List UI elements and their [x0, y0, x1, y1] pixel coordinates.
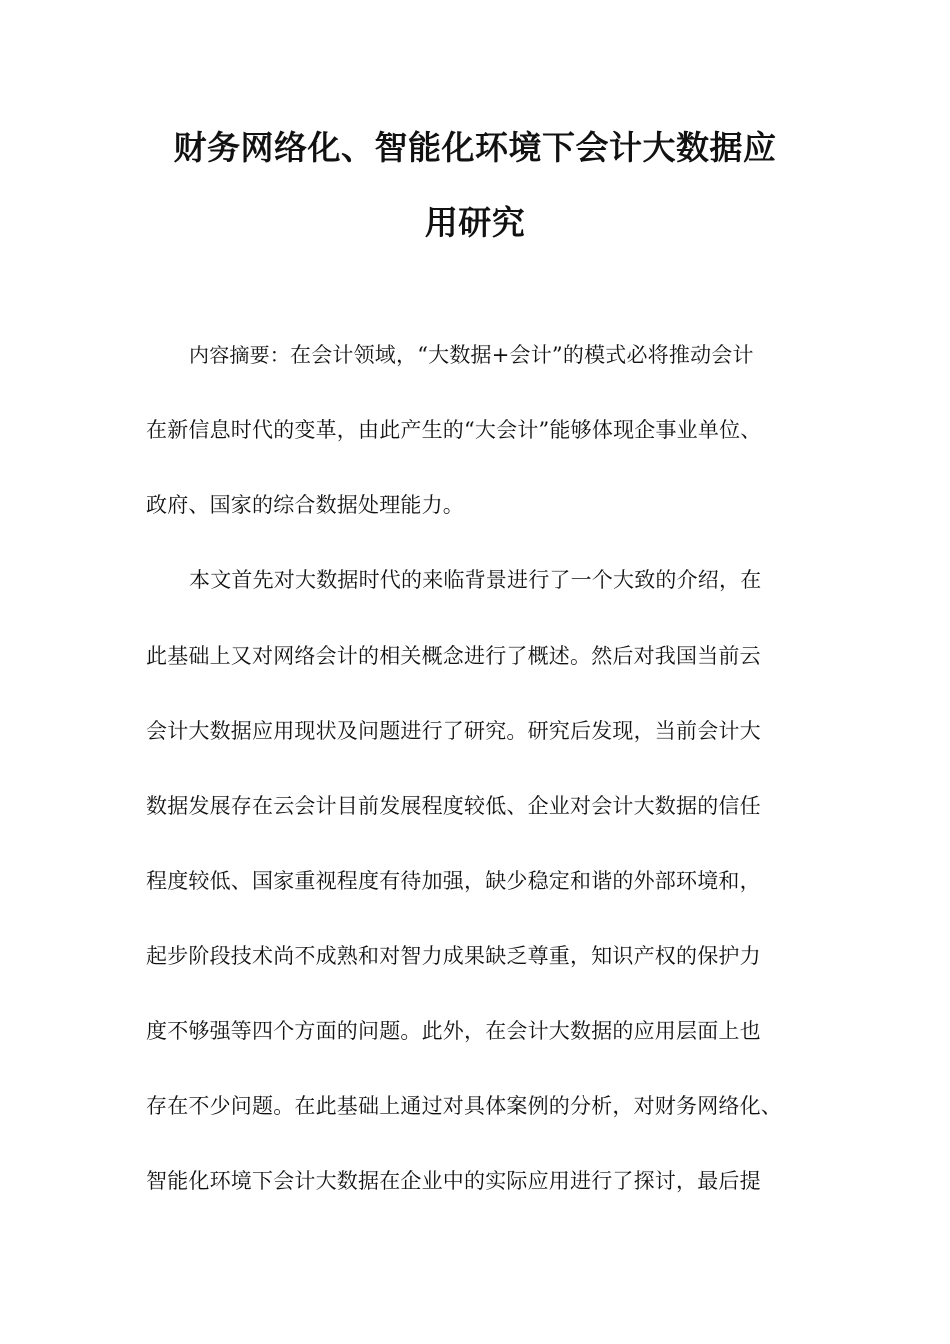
- body-line-7: 度不够强等四个方面的问题。此外，在会计大数据的应用层面上也: [146, 1019, 761, 1043]
- abstract-line-1: [189, 340, 754, 370]
- document-title-line-1: 财务网络化、智能化环境下会计大数据应: [173, 128, 777, 167]
- body-line-2: 此基础上又对网络会计的相关概念进行了概述。然后对我国当前云: [146, 644, 761, 668]
- abstract-line-3: 政府、国家的综合数据处理能力。: [146, 493, 464, 517]
- body-line-8: 存在不少问题。在此基础上通过对具体案例的分析，对财务网络化、: [146, 1094, 782, 1118]
- abstract-label: 内容摘要：: [189, 343, 290, 367]
- body-line-5: 程度较低、国家重视程度有待加强，缺少稳定和谐的外部环境和，: [146, 869, 761, 893]
- body-line-3: 会计大数据应用现状及问题进行了研究。研究后发现，当前会计大: [146, 719, 761, 743]
- body-line-9: 智能化环境下会计大数据在企业中的实际应用进行了探讨，最后提: [146, 1169, 761, 1193]
- body-line-1: 本文首先对大数据时代的来临背景进行了一个大致的介绍，在: [189, 568, 762, 592]
- abstract-line-2: 在新信息时代的变革，由此产生的“大会计”能够体现企事业单位、: [146, 418, 762, 442]
- body-line-4: 数据发展存在云会计目前发展程度较低、企业对会计大数据的信任: [146, 794, 761, 818]
- document-title-line-2: 用研究: [424, 203, 526, 242]
- abstract-text: 在会计领域，“大数据+会计”的模式必将推动会计: [290, 343, 754, 367]
- body-line-6: 起步阶段技术尚不成熟和对智力成果缺乏尊重，知识产权的保护力: [146, 944, 761, 968]
